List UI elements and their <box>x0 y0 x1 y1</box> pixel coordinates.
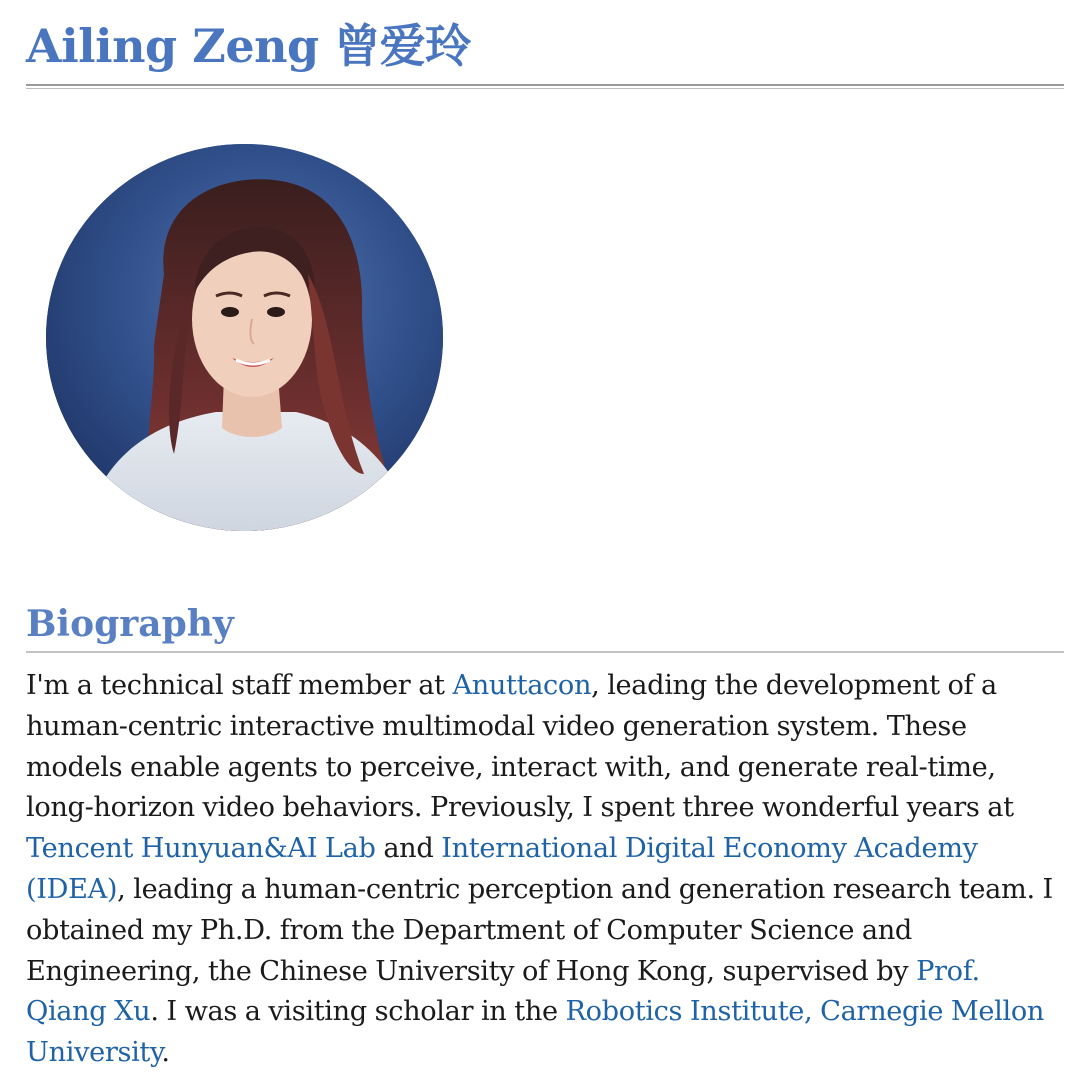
portrait-photo-icon <box>46 144 443 531</box>
anuttacon-link[interactable]: Anuttacon <box>452 670 592 701</box>
bio-text-2: , leading the development of a human-centric interactive multimodal video generation system. These models enable agents to perceive, interact with, and generate real-time, long-horizon video behaviors. Previously, I spent three wonderful years at <box>26 670 1014 824</box>
bio-text-4: , leading a human-centric perception and generation research team. I obtained my Ph.D. from the Department of Computer Science and Engineering, the Chinese University of Hong Kong, supervised by <box>26 873 1053 987</box>
advisor-link[interactable]: Prof. Qiang Xu <box>26 955 980 1028</box>
biography-heading: Biography <box>26 603 234 645</box>
idea-link[interactable]: International Digital Economy Academy (IDEA) <box>26 833 978 905</box>
biography-divider <box>26 651 1064 653</box>
cmu-link[interactable]: Robotics Institute, Carnegie Mellon University <box>26 996 1045 1069</box>
page-container <box>26 0 1064 1069</box>
bio-text-3: and <box>375 833 442 865</box>
biography-text <box>26 666 1064 1074</box>
bio-text-5: . I was a visiting scholar in the <box>150 996 566 1028</box>
profile-photo <box>46 144 443 531</box>
title-divider <box>26 84 1064 89</box>
tencent-link[interactable]: Tencent Hunyuan&AI Lab <box>26 833 376 865</box>
page-title: Ailing Zeng 曾爱玲 <box>26 19 471 73</box>
bio-text-1: I'm a technical staff member at <box>26 670 453 701</box>
bio-text-6: . <box>161 1037 170 1069</box>
